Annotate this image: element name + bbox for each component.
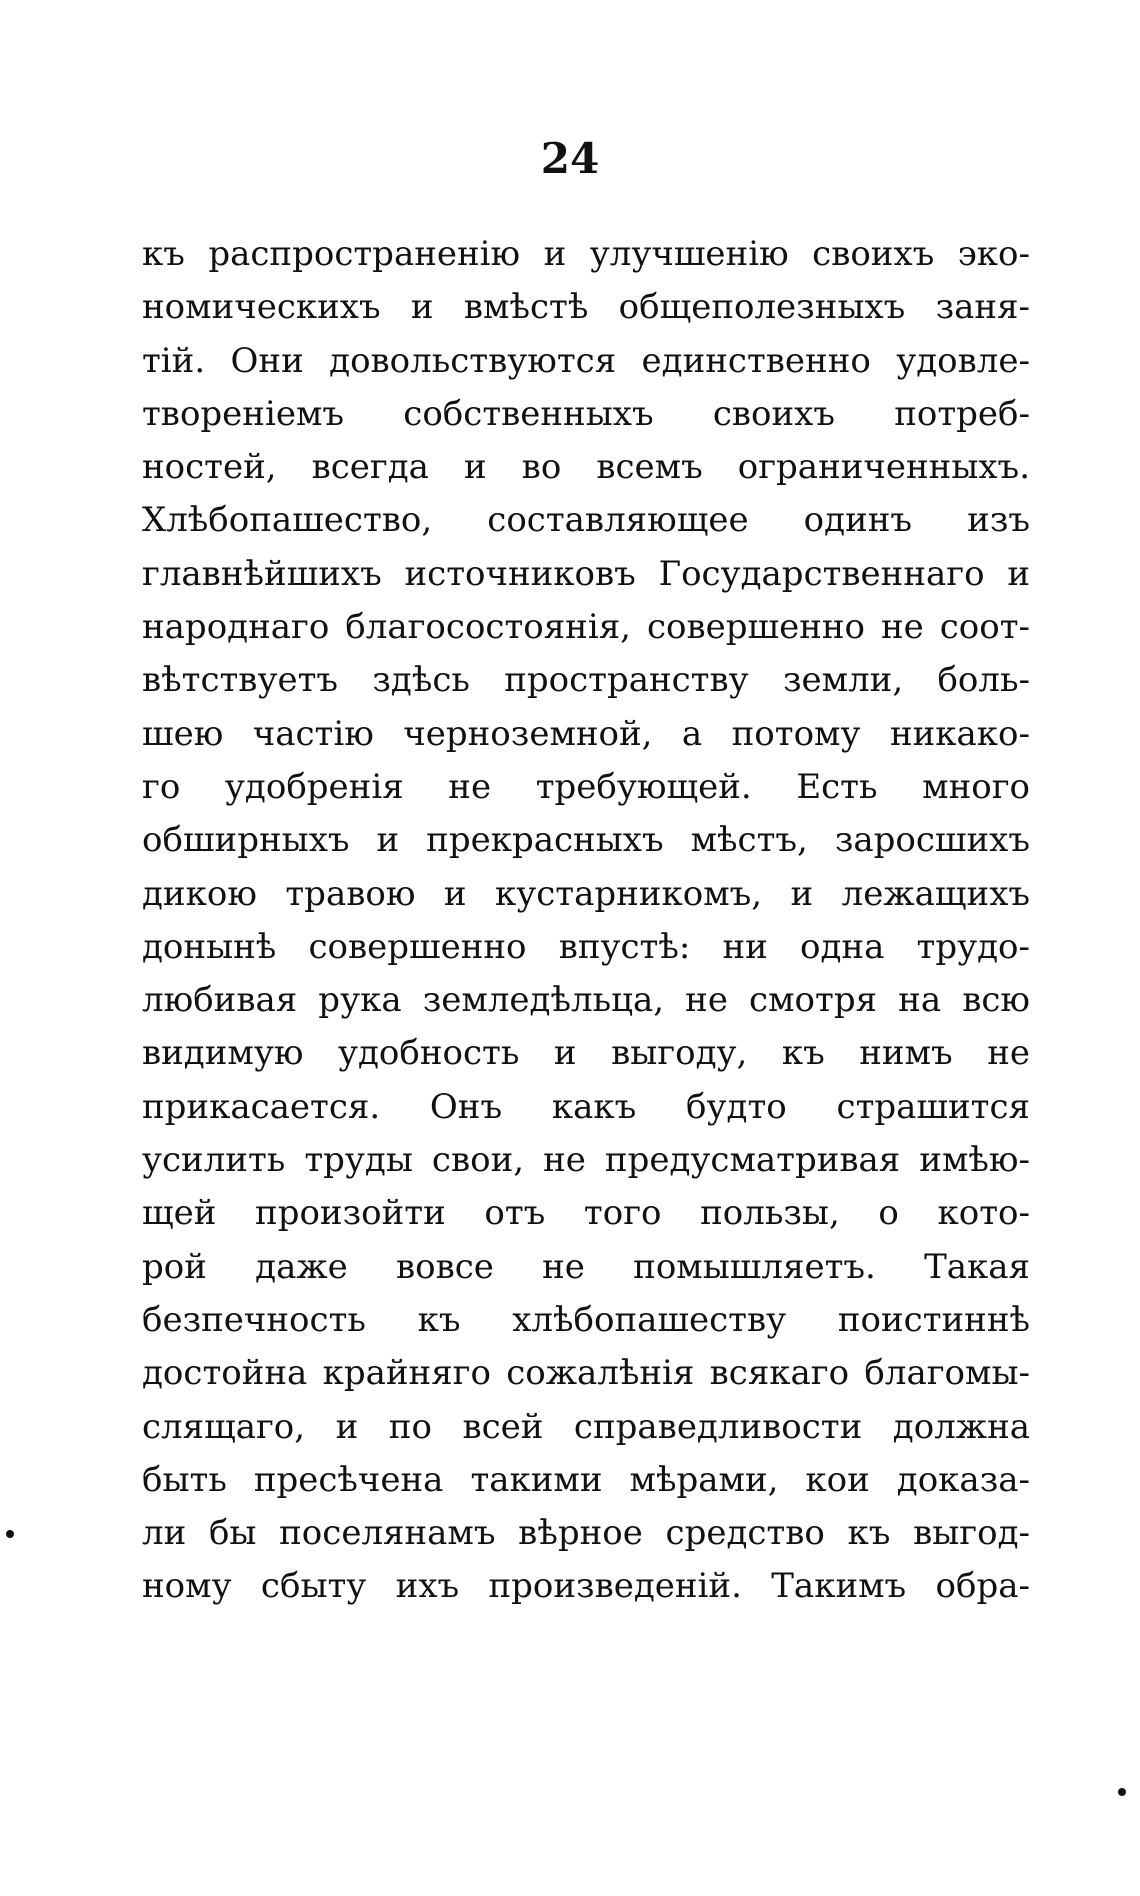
- scan-speck-right: [1118, 1788, 1126, 1796]
- text-line: обширныхъ и прекрасныхъ мѣстъ, заросшихъ: [142, 820, 1030, 861]
- text-line: достойна крайняго сожалѣнія всякаго благомы-: [142, 1353, 1030, 1394]
- text-line: къ распространенію и улучшенію своихъ эко-: [142, 234, 1030, 274]
- text-line: донынѣ совершенно впустѣ: ни одна трудо-: [142, 926, 1030, 967]
- text-line: ному сбыту ихъ произведеній. Такимъ обра-: [142, 1566, 1030, 1607]
- text-line: ностей, всегда и во всемъ ограниченныхъ.: [142, 447, 1030, 488]
- text-line: быть пресѣчена такими мѣрами, кои доказа-: [142, 1459, 1030, 1500]
- text-line: усилить труды свои, не предусматривая имѣю-: [142, 1140, 1030, 1181]
- body-text: [142, 228, 1030, 1614]
- text-line: безпечность къ хлѣбопашеству поистиннѣ: [142, 1299, 1030, 1340]
- page-number: 24: [540, 134, 600, 183]
- scan-speck-left: [6, 1530, 14, 1538]
- text-line: главнѣйшихъ источниковъ Государственнаго и: [142, 553, 1030, 594]
- text-line: го удобренія не требующей. Есть много: [142, 766, 1030, 807]
- text-line: слящаго, и по всей справедливости должна: [142, 1406, 1030, 1447]
- text-line: твореніемъ собственныхъ своихъ потреб-: [142, 393, 1030, 434]
- text-line: Хлѣбопашество, составляющее одинъ изъ: [142, 500, 1030, 541]
- text-line: тій. Они довольствуются единственно удовле-: [142, 340, 1030, 381]
- text-line: шею частію черноземной, а потому никако-: [142, 713, 1030, 754]
- text-line: вѣтствуетъ здѣсь пространству земли, боль-: [142, 660, 1030, 701]
- text-line: дикою травою и кустарникомъ, и лежащихъ: [142, 873, 1030, 914]
- text-line: рой даже вовсе не помышляетъ. Такая: [142, 1246, 1030, 1287]
- text-line: народнаго благосостоянія, совершенно не соот-: [142, 607, 1030, 648]
- text-line: ли бы поселянамъ вѣрное средство къ выгод-: [142, 1513, 1030, 1554]
- text-line: щей произойти отъ того пользы, о кото-: [142, 1193, 1030, 1234]
- text-line: видимую удобность и выгоду, къ нимъ не: [142, 1033, 1030, 1074]
- text-line: прикасается. Онъ какъ будто страшится: [142, 1086, 1030, 1127]
- text-line: номическихъ и вмѣстѣ общеполезныхъ заня-: [142, 287, 1030, 328]
- text-line: любивая рука земледѣльца, не смотря на всю: [142, 980, 1030, 1021]
